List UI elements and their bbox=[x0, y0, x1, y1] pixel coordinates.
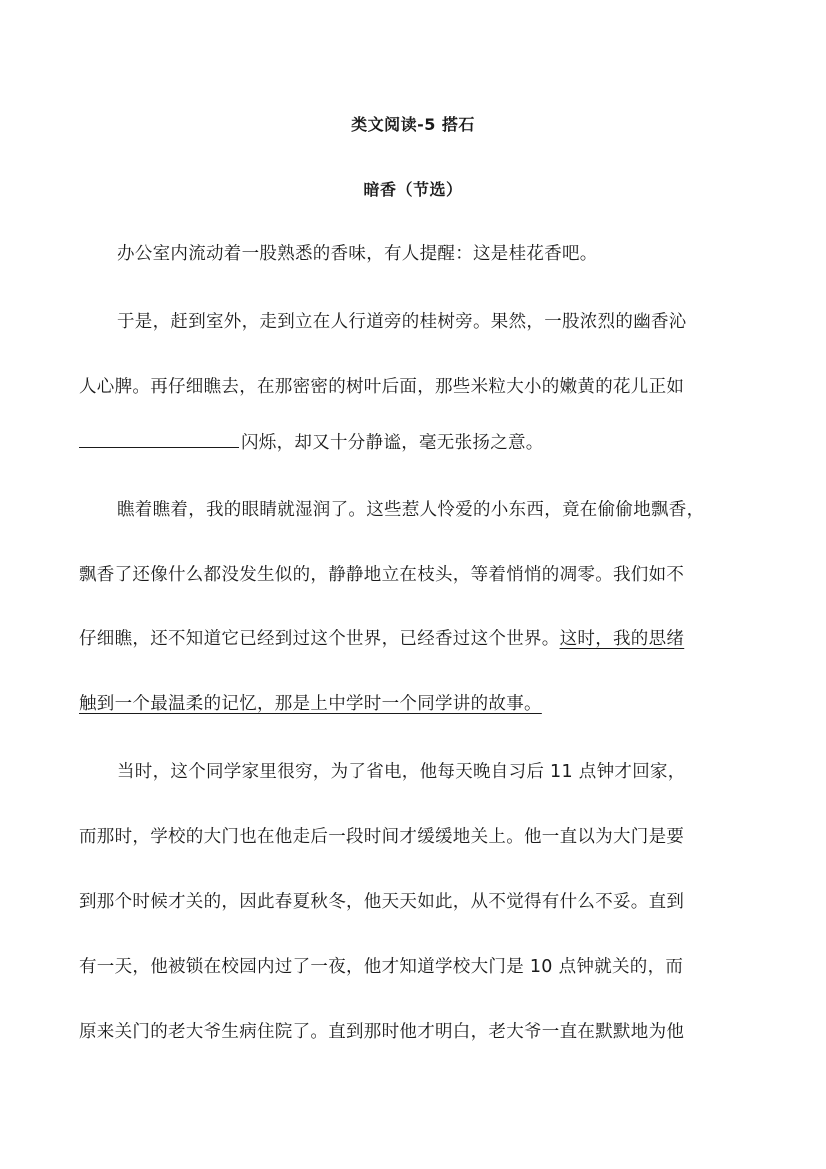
paragraph-line: 飘香了还像什么都没发生似的，静静地立在枝头，等着悄悄的凋零。我们如不 bbox=[79, 565, 685, 585]
passage-title: 暗香（节选） bbox=[363, 180, 463, 199]
paragraph-line: 于是，赶到室外，走到立在人行道旁的桂树旁。果然，一股浓烈的幽香沁 bbox=[117, 312, 687, 332]
document-heading: 类文阅读-5 搭石 bbox=[351, 115, 475, 134]
underlined-sentence: 触到一个最温柔的记忆，那是上中学时一个同学讲的故事。 bbox=[79, 694, 542, 714]
paragraph-line: 到那个时候才关的，因此春夏秋冬，他天天如此，从不觉得有什么不妥。直到 bbox=[79, 892, 685, 912]
underlined-sentence: 这时，我的思绪 bbox=[559, 629, 685, 649]
paragraph-line-with-blank bbox=[79, 429, 759, 456]
paragraph-line-text: 闪烁，却又十分静谧，毫无张扬之意。 bbox=[241, 433, 544, 453]
paragraph-line bbox=[79, 626, 759, 652]
paragraph-line: 人心脾。再仔细瞧去，在那密密的树叶后面，那些米粒大小的嫩黄的花儿正如 bbox=[79, 377, 685, 397]
paragraph-line: 有一天，他被锁在校园内过了一夜，他才知道学校大门是 10 点钟就关的，而 bbox=[79, 957, 684, 977]
paragraph-line-text: 仔细瞧，还不知道它已经到过这个世界，已经香过这个世界。 bbox=[79, 629, 560, 649]
paragraph-line: 当时，这个同学家里很穷，为了省电，他每天晚自习后 11 点钟才回家， bbox=[117, 762, 686, 782]
paragraph-line: 瞧着瞧着，我的眼睛就湿润了。这些惹人怜爱的小东西，竟在偷偷地飘香， bbox=[117, 500, 705, 520]
paragraph-line: 原来关门的老大爷生病住院了。直到那时他才明白，老大爷一直在默默地为他 bbox=[79, 1022, 685, 1042]
fill-in-blank[interactable] bbox=[79, 429, 239, 448]
paragraph-line: 而那时，学校的大门也在他走后一段时间才缓缓地关上。他一直以为大门是要 bbox=[79, 827, 685, 847]
paragraph-line: 办公室内流动着一股熟悉的香味，有人提醒：这是桂花香吧。 bbox=[117, 244, 598, 264]
